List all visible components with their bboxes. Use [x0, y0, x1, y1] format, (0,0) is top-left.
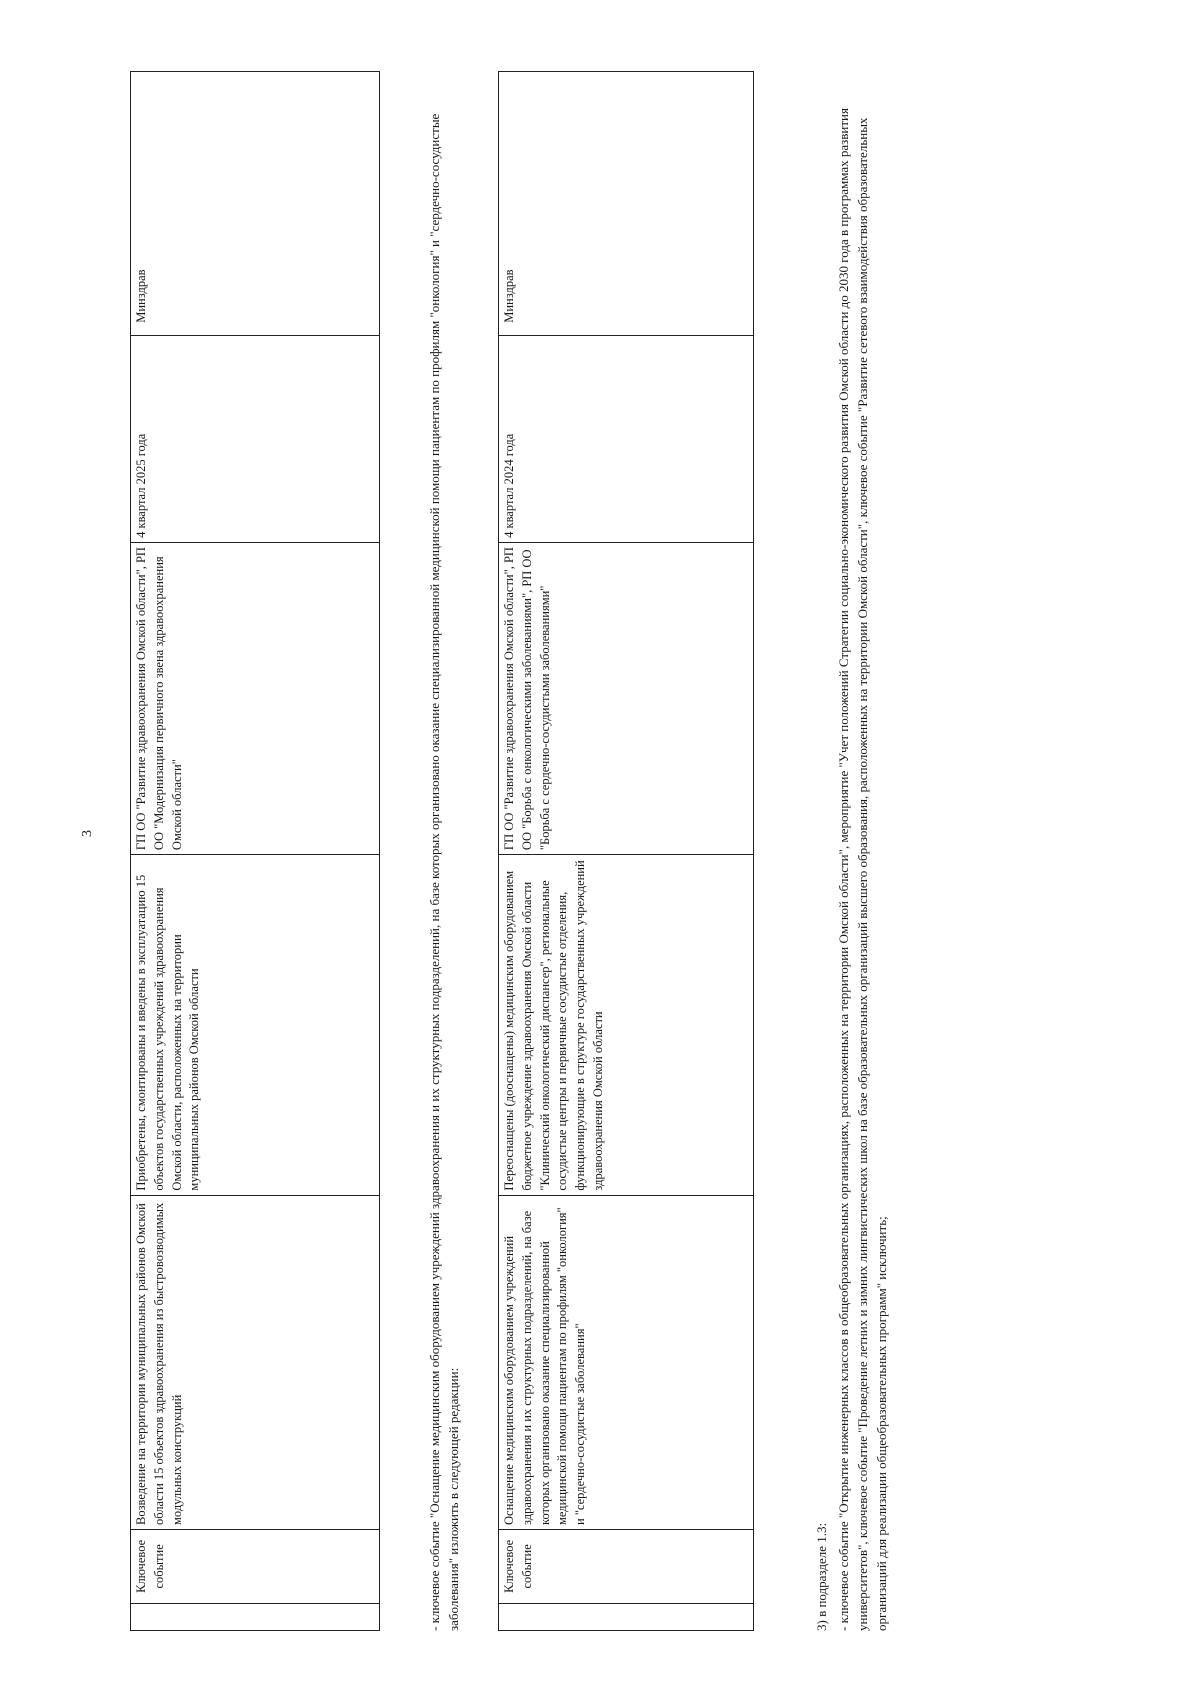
- cell-program: ГП ОО "Развитие здравоохранения Омской области", РП ОО "Модернизация первичного звена здравоохранения Омской области": [131, 542, 380, 854]
- cell-responsible: Минздрав: [499, 72, 754, 336]
- cell-deadline: 4 квартал 2024 года: [499, 335, 754, 542]
- cell-deadline: 4 квартал 2025 года: [131, 335, 380, 542]
- cell-event-name: Возведение на территории муниципальных районов Омской области 15 объектов здравоохранения из быстровозводимых модульных конструкций: [131, 1195, 380, 1529]
- events-table-1: [130, 71, 380, 1631]
- table-row: [131, 72, 380, 1631]
- amendment-paragraph-1: - ключевое событие "Оснащение медицинским оборудованием учреждений здравоохранения и их структурных подразделений, на базе которых организовано оказание специализированной медицинской помощи пациентам по профилям "онкология" и "сердечно-сосудистые заболевания" изложить в следующей редакции:: [427, 113, 461, 1631]
- events-table-2: [498, 71, 754, 1631]
- cell-responsible: Минздрав: [131, 72, 380, 336]
- cell-number: [499, 1603, 754, 1630]
- cell-number: [131, 1603, 380, 1630]
- cell-program: ГП ОО "Развитие здравоохранения Омской области", РП ОО "Борьба с онкологическими заболеваниями", РП ОО "Борьба с сердечно-сосудистыми заболеваниями": [499, 542, 754, 854]
- subsection-heading: 3) в подразделе 1.3:: [814, 1522, 829, 1631]
- cell-event-name: Оснащение медицинским оборудованием учреждений здравоохранения и их структурных подразделений, на базе которых организовано оказание специализированной медицинской помощи пациентам по профилям "онкология" и "сердечно-сосудистые заболевания": [499, 1195, 754, 1529]
- cell-result: Переоснащены (дооснащены) медицинским оборудованием бюджетное учреждение здравоохранения Омской области "Клинический онкологический диспансер", региональные сосудистые центры и первичные сосудистые отделения, функционирующие в структуре государственных учреждений здравоохранения Омской области: [499, 855, 754, 1195]
- table-row: [499, 72, 754, 1631]
- cell-event-type: Ключевое событие: [131, 1529, 380, 1603]
- cell-event-type: Ключевое событие: [499, 1529, 754, 1603]
- amendment-paragraph-2: - ключевое событие "Открытие инженерных классов в общеобразовательных организациях, расположенных на территории Омской области", мероприятие "Учет положений Стратегии социально-экономического развития Омской области до 2030 года в программах развития университетов", ключевое событие "Проведение летних и зимних лингвистических школ на базе образовательных организаций высшего образования, расположенных на территории Омской области", ключевое событие "Развитие сетевого взаимодействия образовательных организаций для реализации общеобразовательных программ" исключить;: [836, 108, 889, 1631]
- cell-result: Приобретены, смонтированы и введены в эксплуатацию 15 объектов государственных учреждений здравоохранения Омской области, расположенных на территории муниципальных районов Омской области: [131, 855, 380, 1195]
- page-number: 3: [80, 830, 95, 837]
